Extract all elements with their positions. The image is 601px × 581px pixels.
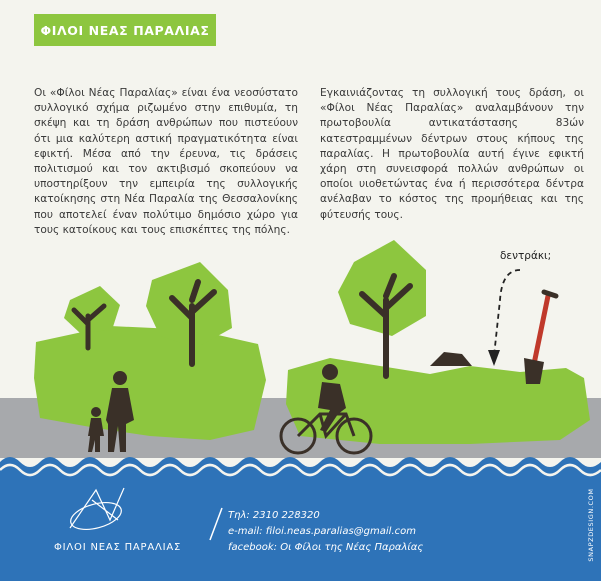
contact-facebook[interactable]: facebook: Οι Φίλοι της Νέας Παραλίας [228, 542, 424, 553]
woman-head [113, 371, 127, 385]
initiative-paragraph: Εγκαινιάζοντας τη συλλογική τους δράση, οι «Φίλοι Νέας Παραλίας» αναλαμβάνουν την πρωτοβουλία αντικατάστασης 83ών κατεστραμμένων δέντρων στους κήπους της παραλίας. Η πρωτοβουλία αυτή έγινε εφικτή χάρη στη συνεισφορά πολλών ανθρώπων οι οποίοι υιοθετώντας ένα ή περισσότερα δέντρα ανέλαβαν το κόστος της προμήθειας και της φύτευσής τους. [320, 87, 584, 221]
left-park-island [34, 326, 266, 440]
page-title: ΦΙΛΟΙ ΝΕΑΣ ΠΑΡΑΛΙΑΣ [40, 22, 210, 38]
contact-email[interactable]: e-mail: filoi.neas.paralias@gmail.com [228, 526, 416, 537]
design-credit-text: SNAPZDESIGN.COM [587, 488, 595, 562]
tree-canopy [338, 240, 426, 336]
dirt-mound [430, 352, 472, 366]
arrow-head-icon [488, 350, 500, 366]
footer-org-name: ΦΙΛΟΙ ΝΕΑΣ ΠΑΡΑΛΙΑΣ [54, 542, 182, 553]
cyclist-head [322, 364, 338, 380]
contact-phone: Τηλ: 2310 228320 [228, 510, 320, 521]
tree-question-annotation: δεντράκι; [500, 250, 552, 262]
dashed-arrow [494, 270, 520, 356]
design-credit [584, 470, 598, 580]
shovel-handle [534, 296, 548, 364]
intro-paragraph: Οι «Φίλοι Νέας Παραλίας» είναι ένα νεοσύστατο συλλογικό σχήμα ριζωμένο στην επιθυμία, τη σκέψη και τη δράση ανθρώπων που πιστεύουν ότι μια καλύτερη αστική πραγματικότητα είναι εφικτή. Μέσα από την έρευνα, τις δράσεις πολιτισμού και τον ακτιβισμό σκοπεύουν να υποστηρίξουν την εμπειρία της συλλογικής κατοίκησης στη Νέα Παραλία της Θεσσαλονίκης που αποτελεί έναν πολύτιμο δημόσιο χώρο για τους κατοίκους και τους επισκέπτες της πόλης. [34, 87, 298, 236]
child-head [91, 407, 101, 417]
